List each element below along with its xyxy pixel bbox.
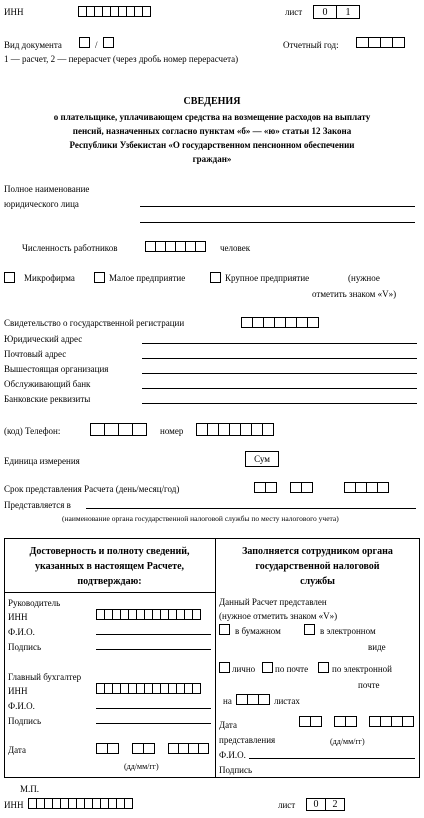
by-email-label-cont: почте — [358, 680, 380, 690]
unit-label: Единица измерения — [4, 456, 80, 466]
left-date-format: (дд/мм/гг) — [124, 762, 159, 771]
inn-label: ИНН — [4, 7, 24, 17]
unit-value: Сум — [245, 451, 279, 467]
sheets-label: листах — [274, 696, 300, 706]
calc-note: 1 — расчет, 2 — перерасчет (через дробь номер перерасчета) — [4, 54, 239, 64]
report-year-cells[interactable] — [356, 37, 404, 48]
submitted-as-label: Данный Расчет представлен — [219, 597, 327, 607]
small-label: Малое предприятие — [109, 273, 186, 283]
right-fio-label: Ф.И.О. — [219, 750, 246, 760]
head-inn-cells[interactable] — [96, 609, 200, 620]
acc-signature-field[interactable] — [96, 723, 211, 724]
sheets-cells[interactable] — [236, 694, 269, 705]
panel-header-line — [4, 592, 215, 593]
head-label: Руководитель — [8, 598, 61, 608]
deadline-label: Срок представления Расчета (день/месяц/год) — [4, 484, 180, 494]
submitted-as-note: (нужное отметить знаком «V») — [219, 611, 338, 621]
left-panel-title: Достоверность и полноту сведений, — [29, 546, 190, 557]
phone-code-cells[interactable] — [90, 423, 146, 436]
full-name-field[interactable] — [140, 206, 415, 207]
paper-label: в бумажном — [235, 626, 281, 636]
on-label: на — [223, 696, 232, 706]
parent-org-label: Вышестоящая организация — [4, 364, 109, 374]
cert-label: Свидетельство о государственной регистрации — [4, 318, 185, 328]
page-title: СВЕДЕНИЯ — [183, 96, 241, 107]
submitted-label: Представляется в — [4, 500, 71, 510]
panel-divider — [215, 538, 216, 778]
bank-label: Обслуживающий банк — [4, 379, 91, 389]
chief-accountant-label: Главный бухгалтер — [8, 672, 82, 682]
title-line: о плательщике, уплачивающем средства на возмещение расходов на выплату — [53, 112, 371, 122]
personally-checkbox[interactable] — [219, 662, 230, 673]
left-date-month[interactable] — [132, 743, 154, 754]
footer-inn-label: ИНН — [4, 800, 24, 810]
bank-details-field[interactable] — [142, 403, 417, 404]
left-panel-title: указанных в настоящем Расчете, — [34, 561, 185, 572]
sheet-number — [313, 5, 359, 19]
deadline-year-cells[interactable] — [344, 482, 388, 493]
employees-unit: человек — [220, 243, 251, 253]
acc-fio-label: Ф.И.О. — [8, 701, 35, 711]
submitted-note: (наименование органа государственной налоговой службы по месту налогового учета) — [62, 514, 339, 523]
bank-details-label: Банковские реквизиты — [4, 394, 91, 404]
right-date-label: Дата — [219, 720, 237, 730]
head-inn-label: ИНН — [8, 612, 28, 622]
right-panel-title: службы — [300, 576, 335, 587]
by-mail-checkbox[interactable] — [262, 662, 273, 673]
micro-checkbox[interactable] — [4, 272, 15, 283]
right-date-label-cont: представления — [219, 735, 276, 745]
electronic-label-cont: виде — [368, 642, 386, 652]
right-date-format: (дд/мм/гг) — [330, 737, 365, 746]
phone-number-label: номер — [160, 426, 184, 436]
by-email-label: по электронной — [332, 664, 392, 674]
doc-slash: / — [95, 40, 98, 50]
large-checkbox[interactable] — [210, 272, 221, 283]
full-name-label: Полное наименование — [4, 184, 90, 194]
full-name-field[interactable] — [140, 222, 415, 223]
parent-org-field[interactable] — [142, 373, 417, 374]
mark-note: (нужное — [348, 273, 380, 283]
recalc-box[interactable] — [103, 37, 114, 48]
right-panel-title: государственной налоговой — [255, 561, 380, 572]
report-year-label: Отчетный год: — [283, 40, 339, 50]
doc-type-label: Вид документа — [4, 40, 62, 50]
phone-code-label: (код) Телефон: — [4, 426, 61, 436]
left-date-label: Дата — [8, 745, 26, 755]
doc-type-box[interactable] — [79, 37, 90, 48]
right-date-month[interactable] — [334, 716, 356, 727]
electronic-checkbox[interactable] — [304, 624, 315, 635]
footer-sheet-label: лист — [278, 800, 296, 810]
sheet-label: лист — [285, 7, 303, 17]
postal-address-field[interactable] — [142, 358, 417, 359]
head-signature-field[interactable] — [96, 649, 211, 650]
left-date-day[interactable] — [96, 743, 118, 754]
inn-cells[interactable] — [78, 6, 150, 17]
head-fio-field[interactable] — [96, 634, 211, 635]
deadline-month-cells[interactable] — [290, 482, 312, 493]
acc-signature-label: Подпись — [8, 716, 42, 726]
footer-sheet-number — [306, 798, 344, 811]
acc-inn-label: ИНН — [8, 686, 28, 696]
footer-sheet-digit: 2 — [325, 798, 345, 811]
employees-cells[interactable] — [145, 241, 205, 252]
personally-label: лично — [232, 664, 256, 674]
title-line: пенсий, назначенных согласно пунктам «б» — «ю» статьи 12 Закона — [72, 126, 352, 136]
acc-inn-cells[interactable] — [96, 683, 200, 694]
left-date-year[interactable] — [168, 743, 208, 754]
employees-label: Численность работников — [22, 243, 118, 253]
acc-fio-field[interactable] — [96, 708, 211, 709]
full-name-label: юридического лица — [4, 199, 79, 209]
right-fio-field[interactable] — [249, 758, 415, 759]
right-signature-label: Подпись — [219, 765, 253, 775]
title-line: Республики Узбекистан «О государственном пенсионном обеспечении — [69, 140, 355, 150]
electronic-label: в электронном — [320, 626, 376, 636]
submitted-field[interactable] — [86, 508, 416, 509]
cert-cells[interactable] — [241, 317, 318, 328]
deadline-day-cells[interactable] — [254, 482, 276, 493]
footer-sheet-digit: 0 — [306, 798, 326, 811]
large-label: Крупное предприятие — [225, 273, 310, 283]
micro-label: Микрофирма — [24, 273, 75, 283]
head-signature-label: Подпись — [8, 642, 42, 652]
by-mail-label: по почте — [275, 664, 309, 674]
sheet-digit: 0 — [313, 5, 337, 19]
paper-checkbox[interactable] — [219, 624, 230, 635]
postal-address-label: Почтовый адрес — [4, 349, 67, 359]
right-panel-title: Заполняется сотрудником органа — [242, 546, 393, 557]
title-line: граждан» — [192, 154, 232, 164]
head-fio-label: Ф.И.О. — [8, 627, 35, 637]
right-date-year[interactable] — [369, 716, 413, 727]
phone-number-cells[interactable] — [196, 423, 273, 436]
bank-field[interactable] — [142, 388, 417, 389]
stamp-label: М.П. — [20, 784, 40, 794]
mark-note: отметить знаком «V») — [312, 289, 397, 299]
sheet-digit: 1 — [336, 5, 360, 19]
left-panel-title: подтверждаю: — [77, 576, 142, 587]
legal-address-field[interactable] — [142, 343, 417, 344]
right-date-day[interactable] — [299, 716, 321, 727]
legal-address-label: Юридический адрес — [4, 334, 83, 344]
small-checkbox[interactable] — [94, 272, 105, 283]
footer-inn-cells[interactable] — [28, 798, 132, 809]
by-email-checkbox[interactable] — [318, 662, 329, 673]
